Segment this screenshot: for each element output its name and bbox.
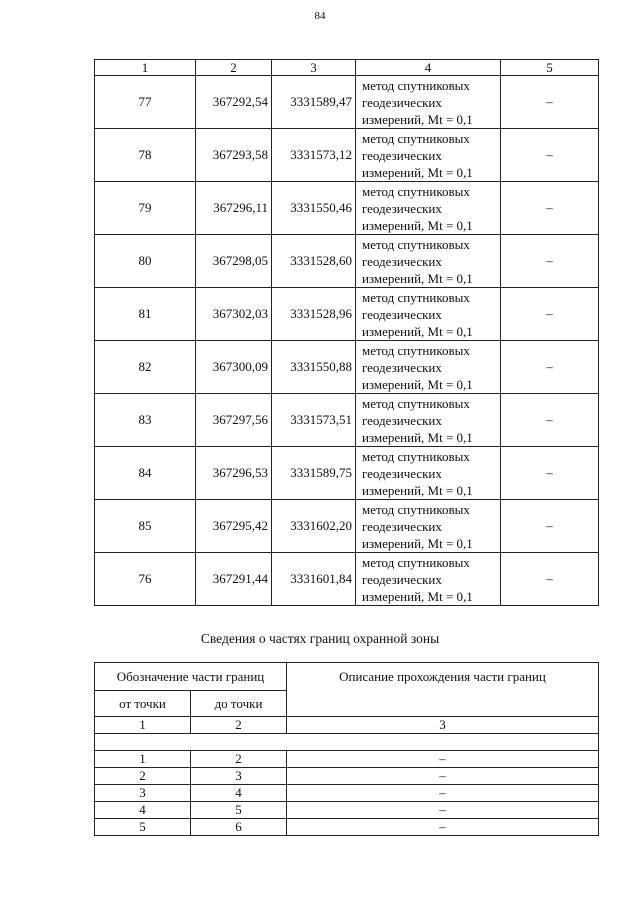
x-coordinate-cell: 367297,56 <box>196 394 272 447</box>
coordinates-table <box>94 59 599 606</box>
method-line: метод спутниковых <box>362 554 470 570</box>
x-coordinate-cell: 367300,09 <box>196 341 272 394</box>
note-cell: – <box>501 235 599 288</box>
note-cell: – <box>501 394 599 447</box>
parts-column-numbers-row <box>95 717 599 734</box>
method-line: метод спутниковых <box>362 130 470 146</box>
method-cell <box>356 447 501 500</box>
from-point-cell: 2 <box>95 768 191 785</box>
to-point-cell: 4 <box>191 785 287 802</box>
table-row <box>95 819 599 836</box>
method-line: измерений, Mt = 0,1 <box>362 429 473 445</box>
method-cell <box>356 76 501 129</box>
y-coordinate-cell: 3331573,12 <box>272 129 356 182</box>
column-header-4: 4 <box>356 60 501 76</box>
y-coordinate-cell: 3331528,60 <box>272 235 356 288</box>
description-cell: – <box>287 802 599 819</box>
header-to-point: до точки <box>191 691 287 717</box>
method-line: метод спутниковых <box>362 395 470 411</box>
method-line: измерений, Mt = 0,1 <box>362 111 473 127</box>
y-coordinate-cell: 3331589,75 <box>272 447 356 500</box>
to-point-cell: 5 <box>191 802 287 819</box>
method-cell <box>356 341 501 394</box>
x-coordinate-cell: 367302,03 <box>196 288 272 341</box>
page-number: 84 <box>314 10 326 22</box>
table-row <box>95 76 599 129</box>
y-coordinate-cell: 3331601,84 <box>272 553 356 606</box>
method-line: геодезических <box>362 94 442 110</box>
to-point-cell: 3 <box>191 768 287 785</box>
x-coordinate-cell: 367291,44 <box>196 553 272 606</box>
description-cell: – <box>287 768 599 785</box>
method-line: геодезических <box>362 518 442 534</box>
table-row <box>95 341 599 394</box>
table-row <box>95 182 599 235</box>
method-line: метод спутниковых <box>362 501 470 517</box>
to-point-cell: 6 <box>191 819 287 836</box>
note-cell: – <box>501 288 599 341</box>
method-line: метод спутниковых <box>362 77 470 93</box>
method-line: измерений, Mt = 0,1 <box>362 482 473 498</box>
method-cell <box>356 500 501 553</box>
description-cell: – <box>287 819 599 836</box>
method-cell <box>356 553 501 606</box>
from-point-cell: 3 <box>95 785 191 802</box>
column-header-3: 3 <box>272 60 356 76</box>
column-header-2: 2 <box>196 60 272 76</box>
point-number-cell: 79 <box>95 182 196 235</box>
point-number-cell: 78 <box>95 129 196 182</box>
method-cell <box>356 235 501 288</box>
method-cell <box>356 182 501 235</box>
column-number-2: 2 <box>191 717 287 734</box>
method-line: метод спутниковых <box>362 289 470 305</box>
method-line: геодезических <box>362 571 442 587</box>
point-number-cell: 76 <box>95 553 196 606</box>
point-number-cell: 84 <box>95 447 196 500</box>
description-cell: – <box>287 785 599 802</box>
method-line: геодезических <box>362 359 442 375</box>
table-row <box>95 553 599 606</box>
y-coordinate-cell: 3331573,51 <box>272 394 356 447</box>
method-cell <box>356 288 501 341</box>
y-coordinate-cell: 3331528,96 <box>272 288 356 341</box>
x-coordinate-cell: 367298,05 <box>196 235 272 288</box>
to-point-cell: 2 <box>191 751 287 768</box>
method-cell <box>356 394 501 447</box>
column-header-5: 5 <box>501 60 599 76</box>
from-point-cell: 5 <box>95 819 191 836</box>
point-number-cell: 80 <box>95 235 196 288</box>
note-cell: – <box>501 182 599 235</box>
y-coordinate-cell: 3331550,88 <box>272 341 356 394</box>
point-number-cell: 77 <box>95 76 196 129</box>
header-description: Описание прохождения части границ <box>287 663 599 717</box>
method-line: измерений, Mt = 0,1 <box>362 535 473 551</box>
point-number-cell: 85 <box>95 500 196 553</box>
header-from-point: от точки <box>95 691 191 717</box>
section-title: Сведения о частях границ охранной зоны <box>200 631 440 646</box>
method-line: измерений, Mt = 0,1 <box>362 588 473 604</box>
table-row <box>95 500 599 553</box>
y-coordinate-cell: 3331589,47 <box>272 76 356 129</box>
x-coordinate-cell: 367296,11 <box>196 182 272 235</box>
boundary-parts-table <box>94 662 599 836</box>
x-coordinate-cell: 367292,54 <box>196 76 272 129</box>
table-row <box>95 129 599 182</box>
table-row <box>95 802 599 819</box>
method-line: измерений, Mt = 0,1 <box>362 217 473 233</box>
note-cell: – <box>501 129 599 182</box>
table-row <box>95 785 599 802</box>
method-line: метод спутниковых <box>362 342 470 358</box>
x-coordinate-cell: 367296,53 <box>196 447 272 500</box>
parts-header-row <box>95 663 599 691</box>
coordinates-header-row <box>95 60 599 76</box>
method-line: метод спутниковых <box>362 448 470 464</box>
method-line: геодезических <box>362 306 442 322</box>
description-cell: – <box>287 751 599 768</box>
method-line: геодезических <box>362 200 442 216</box>
note-cell: – <box>501 76 599 129</box>
note-cell: – <box>501 500 599 553</box>
point-number-cell: 82 <box>95 341 196 394</box>
y-coordinate-cell: 3331550,46 <box>272 182 356 235</box>
table-row <box>95 751 599 768</box>
header-boundary-part: Обозначение части границ <box>95 663 287 691</box>
method-line: метод спутниковых <box>362 183 470 199</box>
method-line: измерений, Mt = 0,1 <box>362 164 473 180</box>
column-number-3: 3 <box>287 717 599 734</box>
parts-empty-row <box>95 734 599 751</box>
x-coordinate-cell: 367295,42 <box>196 500 272 553</box>
method-line: геодезических <box>362 465 442 481</box>
method-line: геодезических <box>362 412 442 428</box>
method-line: метод спутниковых <box>362 236 470 252</box>
note-cell: – <box>501 447 599 500</box>
y-coordinate-cell: 3331602,20 <box>272 500 356 553</box>
point-number-cell: 83 <box>95 394 196 447</box>
x-coordinate-cell: 367293,58 <box>196 129 272 182</box>
table-row <box>95 235 599 288</box>
note-cell: – <box>501 553 599 606</box>
note-cell: – <box>501 341 599 394</box>
table-row <box>95 288 599 341</box>
method-cell <box>356 129 501 182</box>
method-line: геодезических <box>362 253 442 269</box>
method-line: геодезических <box>362 147 442 163</box>
from-point-cell: 1 <box>95 751 191 768</box>
method-line: измерений, Mt = 0,1 <box>362 270 473 286</box>
method-line: измерений, Mt = 0,1 <box>362 376 473 392</box>
column-number-1: 1 <box>95 717 191 734</box>
from-point-cell: 4 <box>95 802 191 819</box>
table-row <box>95 768 599 785</box>
empty-cell <box>95 734 599 751</box>
method-line: измерений, Mt = 0,1 <box>362 323 473 339</box>
column-header-1: 1 <box>95 60 196 76</box>
point-number-cell: 81 <box>95 288 196 341</box>
table-row <box>95 447 599 500</box>
table-row <box>95 394 599 447</box>
